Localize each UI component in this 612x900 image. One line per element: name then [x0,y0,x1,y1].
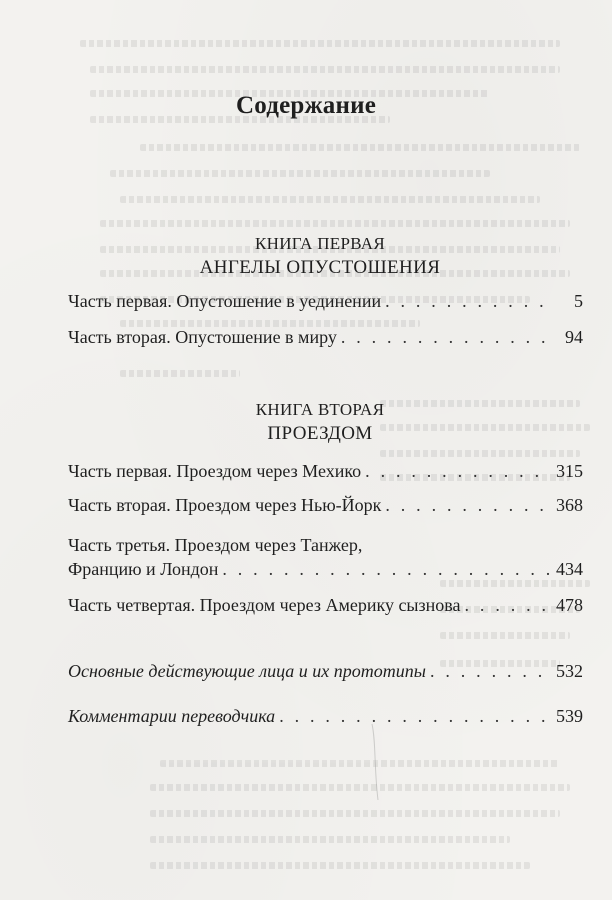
toc-entry-page: 539 [556,706,583,726]
leader-dots [385,493,550,517]
leader-dots [365,459,550,483]
bleed-through-texture [80,20,600,880]
toc-entry[interactable] [68,533,583,581]
toc-entry-page: 5 [574,291,583,311]
toc-entry[interactable] [68,593,583,617]
book-2-label: КНИГА ВТОРАЯ [255,400,385,419]
toc-entry-title: Часть вторая. Проездом через Нью-Йорк [68,495,382,515]
toc-entry[interactable] [68,704,583,728]
toc-entry-page: 478 [556,595,583,615]
toc-entry-title: Часть первая. Проездом через Мехико [68,461,362,481]
toc-entry[interactable] [68,325,583,349]
leader-dots [222,557,550,581]
toc-entry-title-line-2: Францию и Лондон [68,559,219,579]
book-1-label: КНИГА ПЕРВАЯ [255,234,385,253]
toc-entry-title: Часть первая. Опустошение в уединении [68,291,382,311]
toc-entry-page: 315 [556,461,583,481]
toc-entry-title: Комментарии переводчика [68,706,276,726]
book-2-name: ПРОЕЗДОМ [267,423,373,444]
toc-entry-page: 94 [565,327,583,347]
toc-entry-page: 368 [556,495,583,515]
book-1-name: АНГЕЛЫ ОПУСТОШЕНИЯ [199,257,441,278]
toc-entry-title-line-1: Часть третья. Проездом через Танжер, [68,535,363,555]
leader-dots [279,704,550,728]
toc-entry-page: 434 [556,559,583,579]
toc-entry-title: Основные действующие лица и их прототипы [68,661,426,681]
toc-entry[interactable] [68,289,583,313]
toc-entry-title: Часть вторая. Опустошение в миру [68,327,337,347]
toc-entry[interactable] [68,493,583,517]
leader-dots [341,325,555,349]
book-1-header [0,232,612,280]
toc-entry-title: Часть четвертая. Проездом через Америку сызнова [68,595,461,615]
leader-dots [430,659,550,683]
leader-dots [465,593,550,617]
contents-title: Содержание [235,92,376,119]
book-2-header [0,398,612,446]
toc-entry-page: 532 [556,661,583,681]
toc-entry[interactable] [68,659,583,683]
pencil-mark [368,722,386,802]
leader-dots [385,289,555,313]
toc-entry[interactable] [68,459,583,483]
